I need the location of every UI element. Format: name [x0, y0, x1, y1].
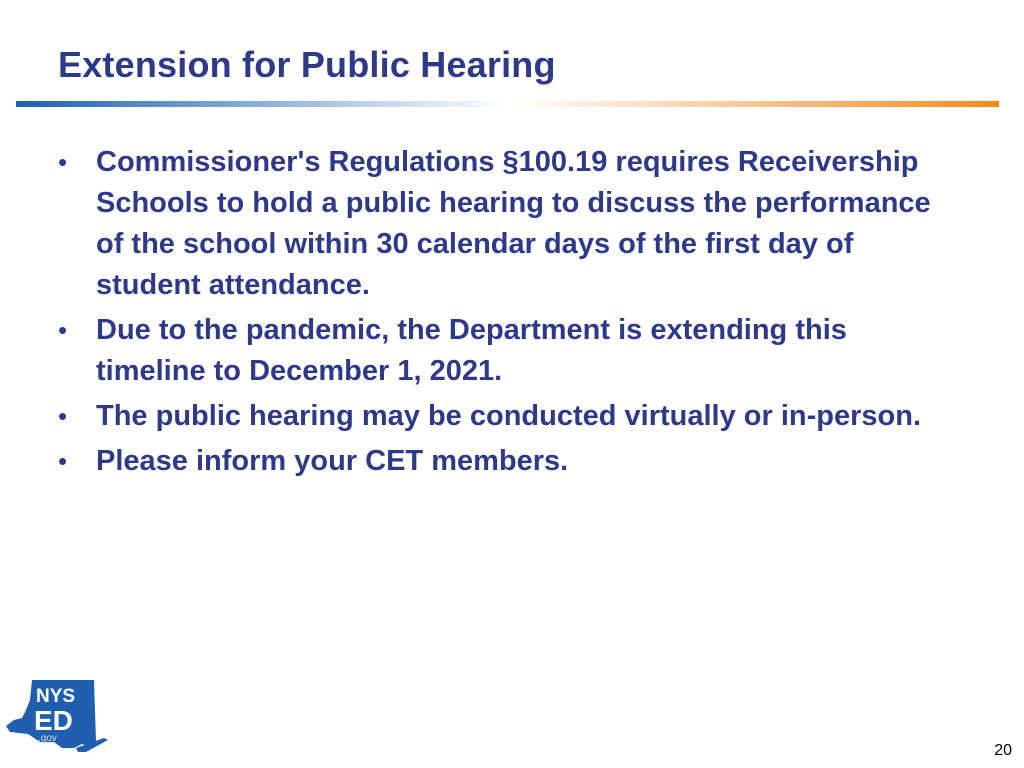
bullet-text: The public hearing may be conducted virtually or in-person. [96, 400, 922, 432]
bullet-item [58, 441, 958, 482]
bullet-item [58, 310, 958, 392]
title-divider [16, 101, 999, 107]
bullet-glyph: • [58, 401, 68, 431]
page-number: 20 [994, 742, 1012, 759]
bullet-list [58, 142, 958, 486]
bullet-text: Please inform your CET members. [96, 445, 569, 477]
bullet-item [58, 396, 958, 437]
bullet-glyph: • [58, 147, 68, 177]
slide-title: Extension for Public Hearing [58, 44, 556, 85]
logo-line-ed: ED [34, 705, 73, 736]
bullet-glyph: • [58, 315, 68, 345]
nysed-logo [4, 676, 108, 754]
logo-line-nys: NYS [36, 686, 76, 707]
logo-line-gov: .gov [38, 733, 57, 744]
bullet-text: Due to the pandemic, the Department is extending this timeline to December 1, 2021. [96, 314, 847, 387]
bullet-text: Commissioner's Regulations §100.19 requires Receivership Schools to hold a public hearing to discuss the performance of the school within 30 calendar days of the first day of student attendance. [96, 146, 931, 301]
bullet-glyph: • [58, 446, 68, 476]
bullet-item [58, 142, 958, 306]
